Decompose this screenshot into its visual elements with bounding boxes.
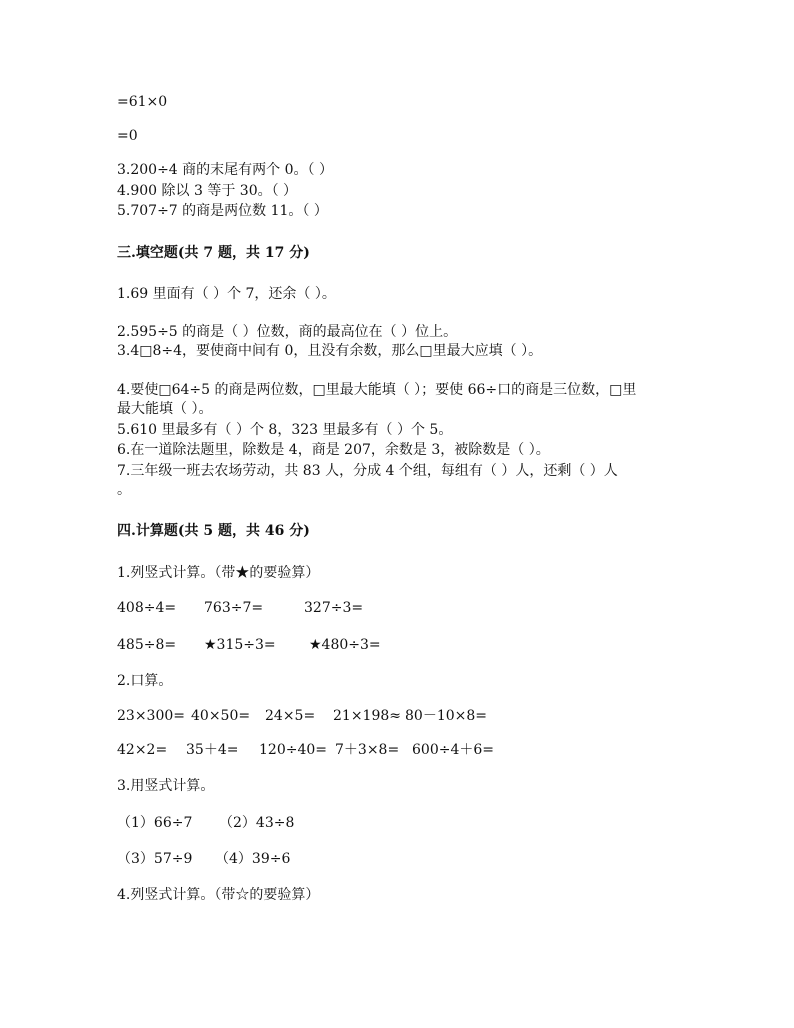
mental-math-problem: 7＋3×8= — [335, 742, 400, 758]
mental-math-problem: 35＋4= — [186, 742, 239, 758]
judge-item: 5.707÷7 的商是两位数 11。（ ） — [117, 203, 328, 219]
fill-blank-item: 1.69 里面有（ ）个 7，还余（ ）。 — [117, 286, 336, 302]
question-title: 3.用竖式计算。 — [117, 778, 215, 794]
mental-math-problem: 120÷40= — [259, 742, 327, 758]
vertical-calc-problem: （2）43÷8 — [219, 815, 295, 831]
question-title: 2.口算。 — [117, 673, 173, 689]
fill-blank-item-continued: 。 — [117, 482, 131, 498]
mental-math-problem: 80－10×8= — [405, 708, 487, 724]
mental-math-problem: 24×5= — [265, 708, 316, 724]
fill-blank-item: 3.4□8÷4，要使商中间有 0，且没有余数，那么□里最大应填（ ）。 — [117, 343, 543, 359]
problem: 763÷7= — [204, 600, 264, 616]
fill-blank-item: 6.在一道除法题里，除数是 4，商是 207，余数是 3，被除数是（ ）。 — [117, 442, 550, 458]
fill-blank-item: 2.595÷5 的商是（ ）位数，商的最高位在（ ）位上。 — [117, 324, 458, 340]
fill-blank-item: 4.要使□64÷5 的商是两位数，□里最大能填（ ）；要使 66÷口的商是三位数，□里 — [117, 382, 637, 398]
mental-math-problem: 600÷4＋6= — [412, 742, 494, 758]
fill-blank-item: 5.610 里最多有（ ）个 8，323 里最多有（ ）个 5。 — [117, 422, 453, 438]
mental-math-problem: 23×300= — [117, 708, 185, 724]
mental-math-problem: 42×2= — [117, 742, 168, 758]
section-heading-fill-blank: 三.填空题(共 7 题，共 17 分) — [117, 245, 310, 261]
calc-line: =0 — [117, 128, 138, 144]
problem: 485÷8= — [117, 637, 177, 653]
question-title: 1.列竖式计算。（带★的要验算） — [117, 565, 320, 581]
problem: 408÷4= — [117, 600, 177, 616]
judge-item: 4.900 除以 3 等于 30。（ ） — [117, 183, 298, 199]
mental-math-problem: 40×50= — [191, 708, 251, 724]
fill-blank-item: 7.三年级一班去农场劳动，共 83 人，分成 4 个组，每组有（ ）人，还剩（ ）人 — [117, 463, 618, 479]
fill-blank-item-continued: 最大能填（ ）。 — [117, 401, 213, 417]
vertical-calc-problem: （1）66÷7 — [117, 815, 193, 831]
vertical-calc-problem: （4）39÷6 — [215, 851, 291, 867]
judge-item: 3.200÷4 商的末尾有两个 0。（ ） — [117, 162, 333, 178]
problem-with-check: ★480÷3= — [309, 637, 381, 653]
section-heading-calculation: 四.计算题(共 5 题，共 46 分) — [117, 523, 310, 539]
problem-with-check: ★315÷3= — [204, 637, 276, 653]
calc-line: =61×0 — [117, 94, 168, 110]
mental-math-problem: 21×198≈ — [333, 708, 401, 724]
problem: 327÷3= — [304, 600, 364, 616]
vertical-calc-problem: （3）57÷9 — [117, 851, 193, 867]
question-title: 4.列竖式计算。（带☆的要验算） — [117, 887, 320, 903]
